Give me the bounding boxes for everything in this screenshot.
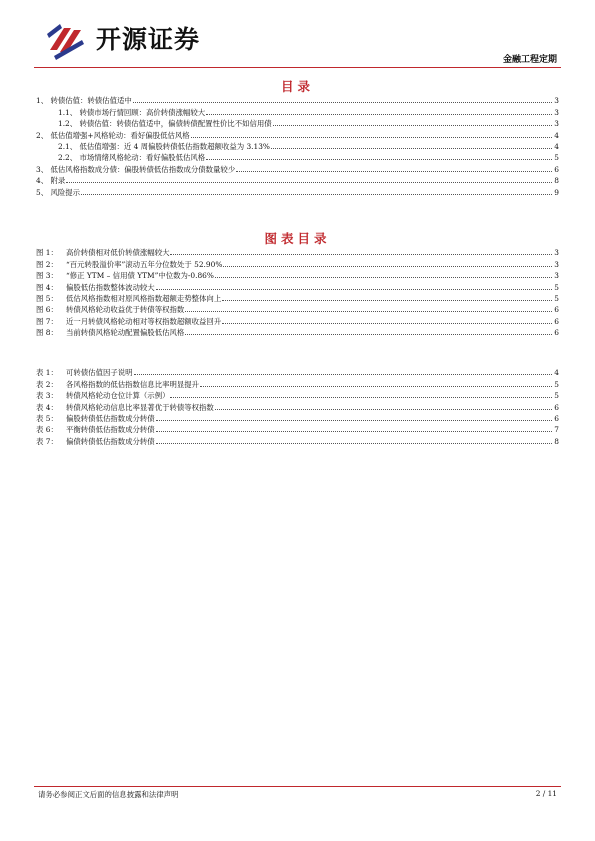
dot-leader [156,420,552,421]
dot-leader [206,114,552,115]
entry-text [36,294,221,303]
toc-entry[interactable] [36,162,559,173]
toc-entry[interactable] [36,117,559,128]
dot-leader [81,194,552,195]
figure-entry[interactable] [36,326,559,337]
entry-label: 低估风格指数相对原风格指数超额走势整体向上 [66,293,222,303]
entry-label: 偏债转债低估指数成分转债 [66,436,155,446]
toc-entry[interactable] [36,140,559,151]
dot-leader [185,334,552,335]
entry-page-number: 4 [554,368,559,378]
entry-page-number: 3 [554,248,559,258]
table-entry[interactable] [36,400,559,411]
dot-leader [223,266,552,267]
entry-label: 2、 低估值增强+风格轮动：看好偏股低估风格 [36,130,190,140]
table-list [36,366,559,446]
entry-label: 转债风格轮动仓位计算（示例） [66,391,170,401]
dot-leader [156,443,552,444]
entry-text [58,153,205,162]
table-entry[interactable] [36,423,559,434]
entry-text [36,248,169,257]
dot-leader [170,397,552,398]
logo-text: 开源证券 [96,25,201,54]
header-divider [34,67,561,68]
figure-entry[interactable] [36,280,559,291]
entry-text [36,305,184,314]
entry-page-number: 7 [554,425,559,435]
entry-label: 4、 附录 [36,176,66,186]
table-entry[interactable] [36,434,559,445]
toc-entry[interactable] [36,94,559,105]
company-logo [44,20,200,60]
entry-label: “修正 YTM – 信用债 YTM”中位数为-0.86% [66,271,214,281]
dot-leader [133,102,552,103]
figure-entry[interactable] [36,292,559,303]
dot-leader [206,159,552,160]
entry-text [36,131,190,140]
entry-label: 1.1、 转债市场行情回顾：高价转债涨幅较大 [58,107,206,117]
toc-entry[interactable] [36,128,559,139]
page-number: 2 / 11 [535,789,557,798]
entry-label: 转债风格轮动收益优于转债等权指数 [66,305,185,315]
entry-page-number: 6 [554,305,559,315]
entry-page-number: 6 [554,316,559,326]
entry-text [36,328,184,337]
table-entry[interactable] [36,377,559,388]
entry-text [36,188,80,197]
entry-number: 表 2： [36,379,58,389]
entry-page-number: 5 [554,282,559,292]
figure-list [36,246,559,337]
entry-page-number: 6 [554,328,559,338]
entry-page-number: 9 [554,187,559,197]
entry-number: 表 3： [36,391,58,401]
entry-page-number: 8 [554,436,559,446]
dot-leader [271,148,552,149]
entry-label: 3、 低估风格指数成分债：偏股转债低估指数成分债数量较少 [36,164,236,174]
dot-leader [156,431,552,432]
entry-page-number: 3 [554,119,559,129]
toc-entry[interactable] [36,174,559,185]
dot-leader [156,289,552,290]
entry-page-number: 6 [554,402,559,412]
entry-text [58,108,205,117]
entry-page-number: 3 [554,271,559,281]
entry-label: 偏股转债低估指数成分转债 [66,413,155,423]
figure-entry[interactable] [36,246,559,257]
dot-leader [191,137,552,138]
entry-number: 图 2： [36,259,58,269]
entry-text [58,142,270,151]
entry-number: 表 4： [36,402,58,412]
entry-label: 偏股低估指数整体波动较大 [66,282,155,292]
entry-number: 表 6： [36,425,58,435]
figure-entry[interactable] [36,269,559,280]
entry-page-number: 3 [554,107,559,117]
entry-number: 表 7： [36,436,58,446]
entry-page-number: 6 [554,413,559,423]
entry-label: 2.1、 低估值增强：近 4 周偏股转债低估指数超额收益为 3.13% [58,141,270,151]
toc-entry[interactable] [36,185,559,196]
entry-text [36,260,222,269]
entry-page-number: 3 [554,96,559,106]
dot-leader [185,311,552,312]
entry-label: “百元转股溢价率”滚动五年分位数处于 52.90% [66,259,223,269]
dot-leader [215,409,552,410]
entry-page-number: 5 [554,379,559,389]
entry-text [36,368,133,377]
entry-page-number: 3 [554,259,559,269]
entry-text [36,165,235,174]
entry-label: 当前转债风格轮动配置偏股低估风格 [66,328,185,338]
toc-list [36,94,559,197]
entry-label: 各风格指数的低估指数信息比率明显提升 [66,379,200,389]
figure-entry[interactable] [36,257,559,268]
entry-number: 表 1： [36,368,58,378]
entry-text [36,283,155,292]
table-entry[interactable] [36,389,559,400]
entry-label: 平衡转债低估指数成分转债 [66,425,155,435]
entry-label: 高价转债相对低价转债涨幅较大 [66,248,170,258]
table-entry[interactable] [36,412,559,423]
entry-number: 图 1： [36,248,58,258]
entry-page-number: 5 [554,153,559,163]
entry-label: 5、 风险提示 [36,187,81,197]
entry-page-number: 5 [554,391,559,401]
entry-text [36,414,155,423]
figure-entry[interactable] [36,303,559,314]
dot-leader [273,125,552,126]
entry-label: 1、 转债估值：转债估值适中 [36,96,132,106]
entry-label: 1.2、 转债估值：转债估值适中，偏债转债配置性价比不如信用债 [58,119,272,129]
dot-leader [215,277,552,278]
dot-leader [222,300,552,301]
dot-leader [236,171,552,172]
entry-text [36,380,199,389]
entry-text [36,403,214,412]
entry-text [58,119,272,128]
entry-number: 表 5： [36,413,58,423]
entry-label: 近一月转债风格轮动相对等权指数超额收益回升 [66,316,222,326]
toc-title: 目录 [280,79,314,94]
entry-number: 图 5： [36,293,58,303]
entry-page-number: 4 [554,141,559,151]
figures-toc-title: 图表目录 [264,231,331,246]
entry-text [36,391,169,400]
report-category: 金融工程定期 [502,55,557,65]
entry-label: 2.2、 市场情绪风格轮动：看好偏股低估风格 [58,153,206,163]
entry-page-number: 8 [554,176,559,186]
entry-text [36,437,155,446]
toc-entry[interactable] [36,105,559,116]
entry-number: 图 4： [36,282,58,292]
entry-page-number: 6 [554,164,559,174]
entry-number: 图 3： [36,271,58,281]
dot-leader [222,323,552,324]
dot-leader [200,386,552,387]
entry-text [36,96,132,105]
entry-text [36,271,214,280]
table-entry[interactable] [36,366,559,377]
dot-leader [170,254,552,255]
dot-leader [66,182,552,183]
entry-text [36,317,221,326]
entry-text [36,425,155,434]
entry-label: 转债风格轮动信息比率显著优于转债等权指数 [66,402,214,412]
entry-number: 图 7： [36,316,58,326]
entry-number: 图 8： [36,328,58,338]
figure-entry[interactable] [36,314,559,325]
logo-mark-icon [44,20,90,60]
footer-disclaimer: 请务必参阅正文后面的信息披露和法律声明 [38,790,179,799]
entry-page-number: 5 [554,293,559,303]
entry-text [36,176,65,185]
entry-page-number: 4 [554,130,559,140]
toc-entry[interactable] [36,151,559,162]
entry-number: 图 6： [36,305,58,315]
footer-divider [34,786,561,787]
entry-label: 可转债估值因子说明 [66,368,133,378]
dot-leader [134,374,552,375]
